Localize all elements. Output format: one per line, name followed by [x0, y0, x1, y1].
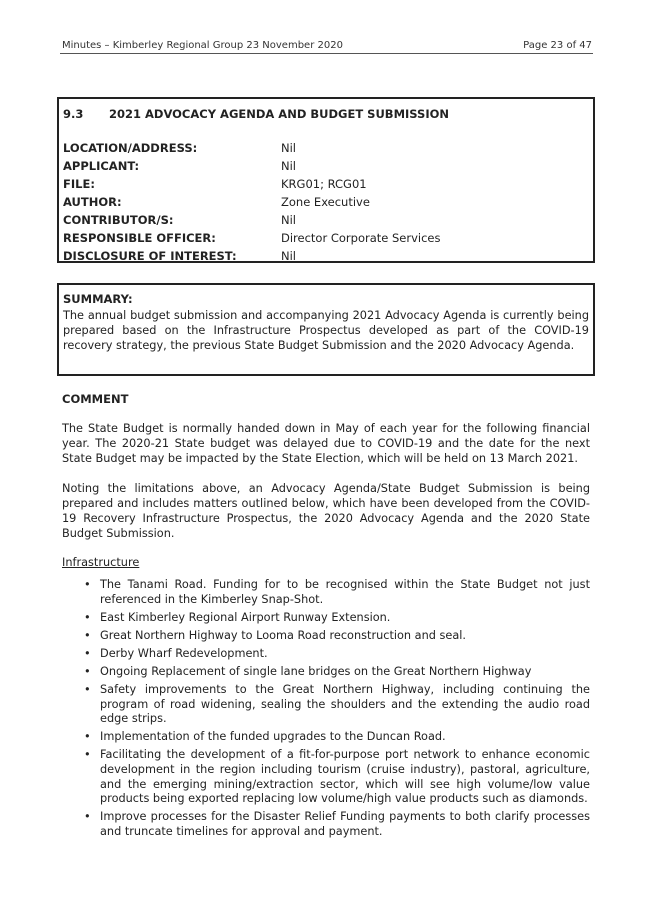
- bullet-icon: •: [84, 664, 91, 678]
- comment-paragraph: The State Budget is normally handed down in May of each year for the following financial year. The 2020-21 State budget was delayed due to COVID-19 and the date for the next State Budget may be impacted by the State Election, which will be held on 13 March 2021.: [62, 422, 590, 465]
- field-value: Zone Executive: [281, 195, 370, 209]
- field-value: KRG01; RCG01: [281, 177, 367, 191]
- comment-section: [62, 391, 590, 843]
- list-item: [62, 730, 590, 745]
- list-item: [62, 665, 590, 680]
- item-number: 9.3: [63, 107, 84, 121]
- bullet-icon: •: [84, 578, 91, 591]
- field-value: Nil: [281, 213, 296, 227]
- list-item-text: Derby Wharf Redevelopment.: [100, 646, 268, 660]
- list-item-text: East Kimberley Regional Airport Runway Extension.: [100, 610, 391, 624]
- header-divider: [60, 53, 593, 54]
- list-item: [62, 629, 590, 644]
- list-item: [62, 810, 590, 839]
- list-item-text: Great Northern Highway to Looma Road reconstruction and seal.: [100, 628, 467, 642]
- item-title-text: 2021 ADVOCACY AGENDA AND BUDGET SUBMISSION: [109, 107, 450, 121]
- list-item: [62, 683, 590, 727]
- item-title: [63, 107, 449, 121]
- comment-heading: COMMENT: [62, 392, 129, 406]
- bullet-icon: •: [84, 748, 91, 762]
- list-item: [62, 647, 590, 662]
- summary-title: SUMMARY:: [63, 292, 133, 306]
- field-label: LOCATION/ADDRESS:: [63, 141, 198, 155]
- bullet-icon: •: [84, 610, 91, 624]
- bullet-icon: •: [84, 628, 91, 642]
- list-item-text: Improve processes for the Disaster Relief Funding payments to both clarify processes and truncate timelines for approval and payment.: [100, 810, 590, 838]
- list-item-text: Implementation of the funded upgrades to the Duncan Road.: [100, 730, 446, 744]
- list-item: [62, 611, 590, 626]
- field-label: APPLICANT:: [63, 159, 140, 173]
- list-item-text: Safety improvements to the Great Northern Highway, including continuing the program of road widening, sealing the shoulders and the extending the audio road edge strips.: [100, 683, 590, 726]
- summary-box: [57, 283, 595, 376]
- header-document-title: Minutes – Kimberley Regional Group 23 November 2020: [62, 40, 343, 51]
- infrastructure-list: [62, 578, 590, 840]
- bullet-icon: •: [84, 810, 91, 824]
- list-item-text: The Tanami Road. Funding for to be recognised within the State Budget not just referenced in the Kimberley Snap-Shot.: [100, 578, 590, 606]
- field-label: CONTRIBUTOR/S:: [63, 213, 174, 227]
- list-item: [62, 578, 590, 607]
- field-value: Nil: [281, 159, 296, 173]
- list-item-text: Ongoing Replacement of single lane bridges on the Great Northern Highway: [100, 664, 532, 678]
- comment-paragraph: Noting the limitations above, an Advocacy Agenda/State Budget Submission is being prepared and includes matters outlined below, which have been developed from the COVID-19 Recovery Infrastructure Prospectus, the 2020 Advocacy Agenda and the 2020 State Budget Submission.: [62, 482, 590, 540]
- bullet-icon: •: [84, 646, 91, 660]
- field-label: FILE:: [63, 177, 95, 191]
- list-item-text: Facilitating the development of a fit-for-purpose port network to enhance economic development in the region including tourism (cruise industry), pastoral, agriculture, and the emerging mining/extraction sector, which will see high volume/low value products being exported replacing low volume/high value products such as diamonds.: [100, 748, 590, 806]
- field-value: Nil: [281, 141, 296, 155]
- summary-text: The annual budget submission and accompanying 2021 Advocacy Agenda is currently being prepared based on the Infrastructure Prospectus developed as part of the COVID-19 recovery strategy, the previous State Budget Submission and the 2020 Advocacy Agenda.: [63, 309, 589, 352]
- header-page-number: Page 23 of 47: [523, 40, 592, 51]
- list-item: [62, 748, 590, 806]
- field-label: RESPONSIBLE OFFICER:: [63, 231, 216, 245]
- field-value: Director Corporate Services: [281, 231, 441, 245]
- field-label: AUTHOR:: [63, 195, 122, 209]
- bullet-icon: •: [84, 730, 91, 744]
- item-details-box: [57, 97, 595, 263]
- field-value: Nil: [281, 249, 296, 263]
- bullet-icon: •: [84, 683, 91, 697]
- infrastructure-subheading: Infrastructure: [62, 556, 140, 569]
- field-label: DISCLOSURE OF INTEREST:: [63, 249, 237, 263]
